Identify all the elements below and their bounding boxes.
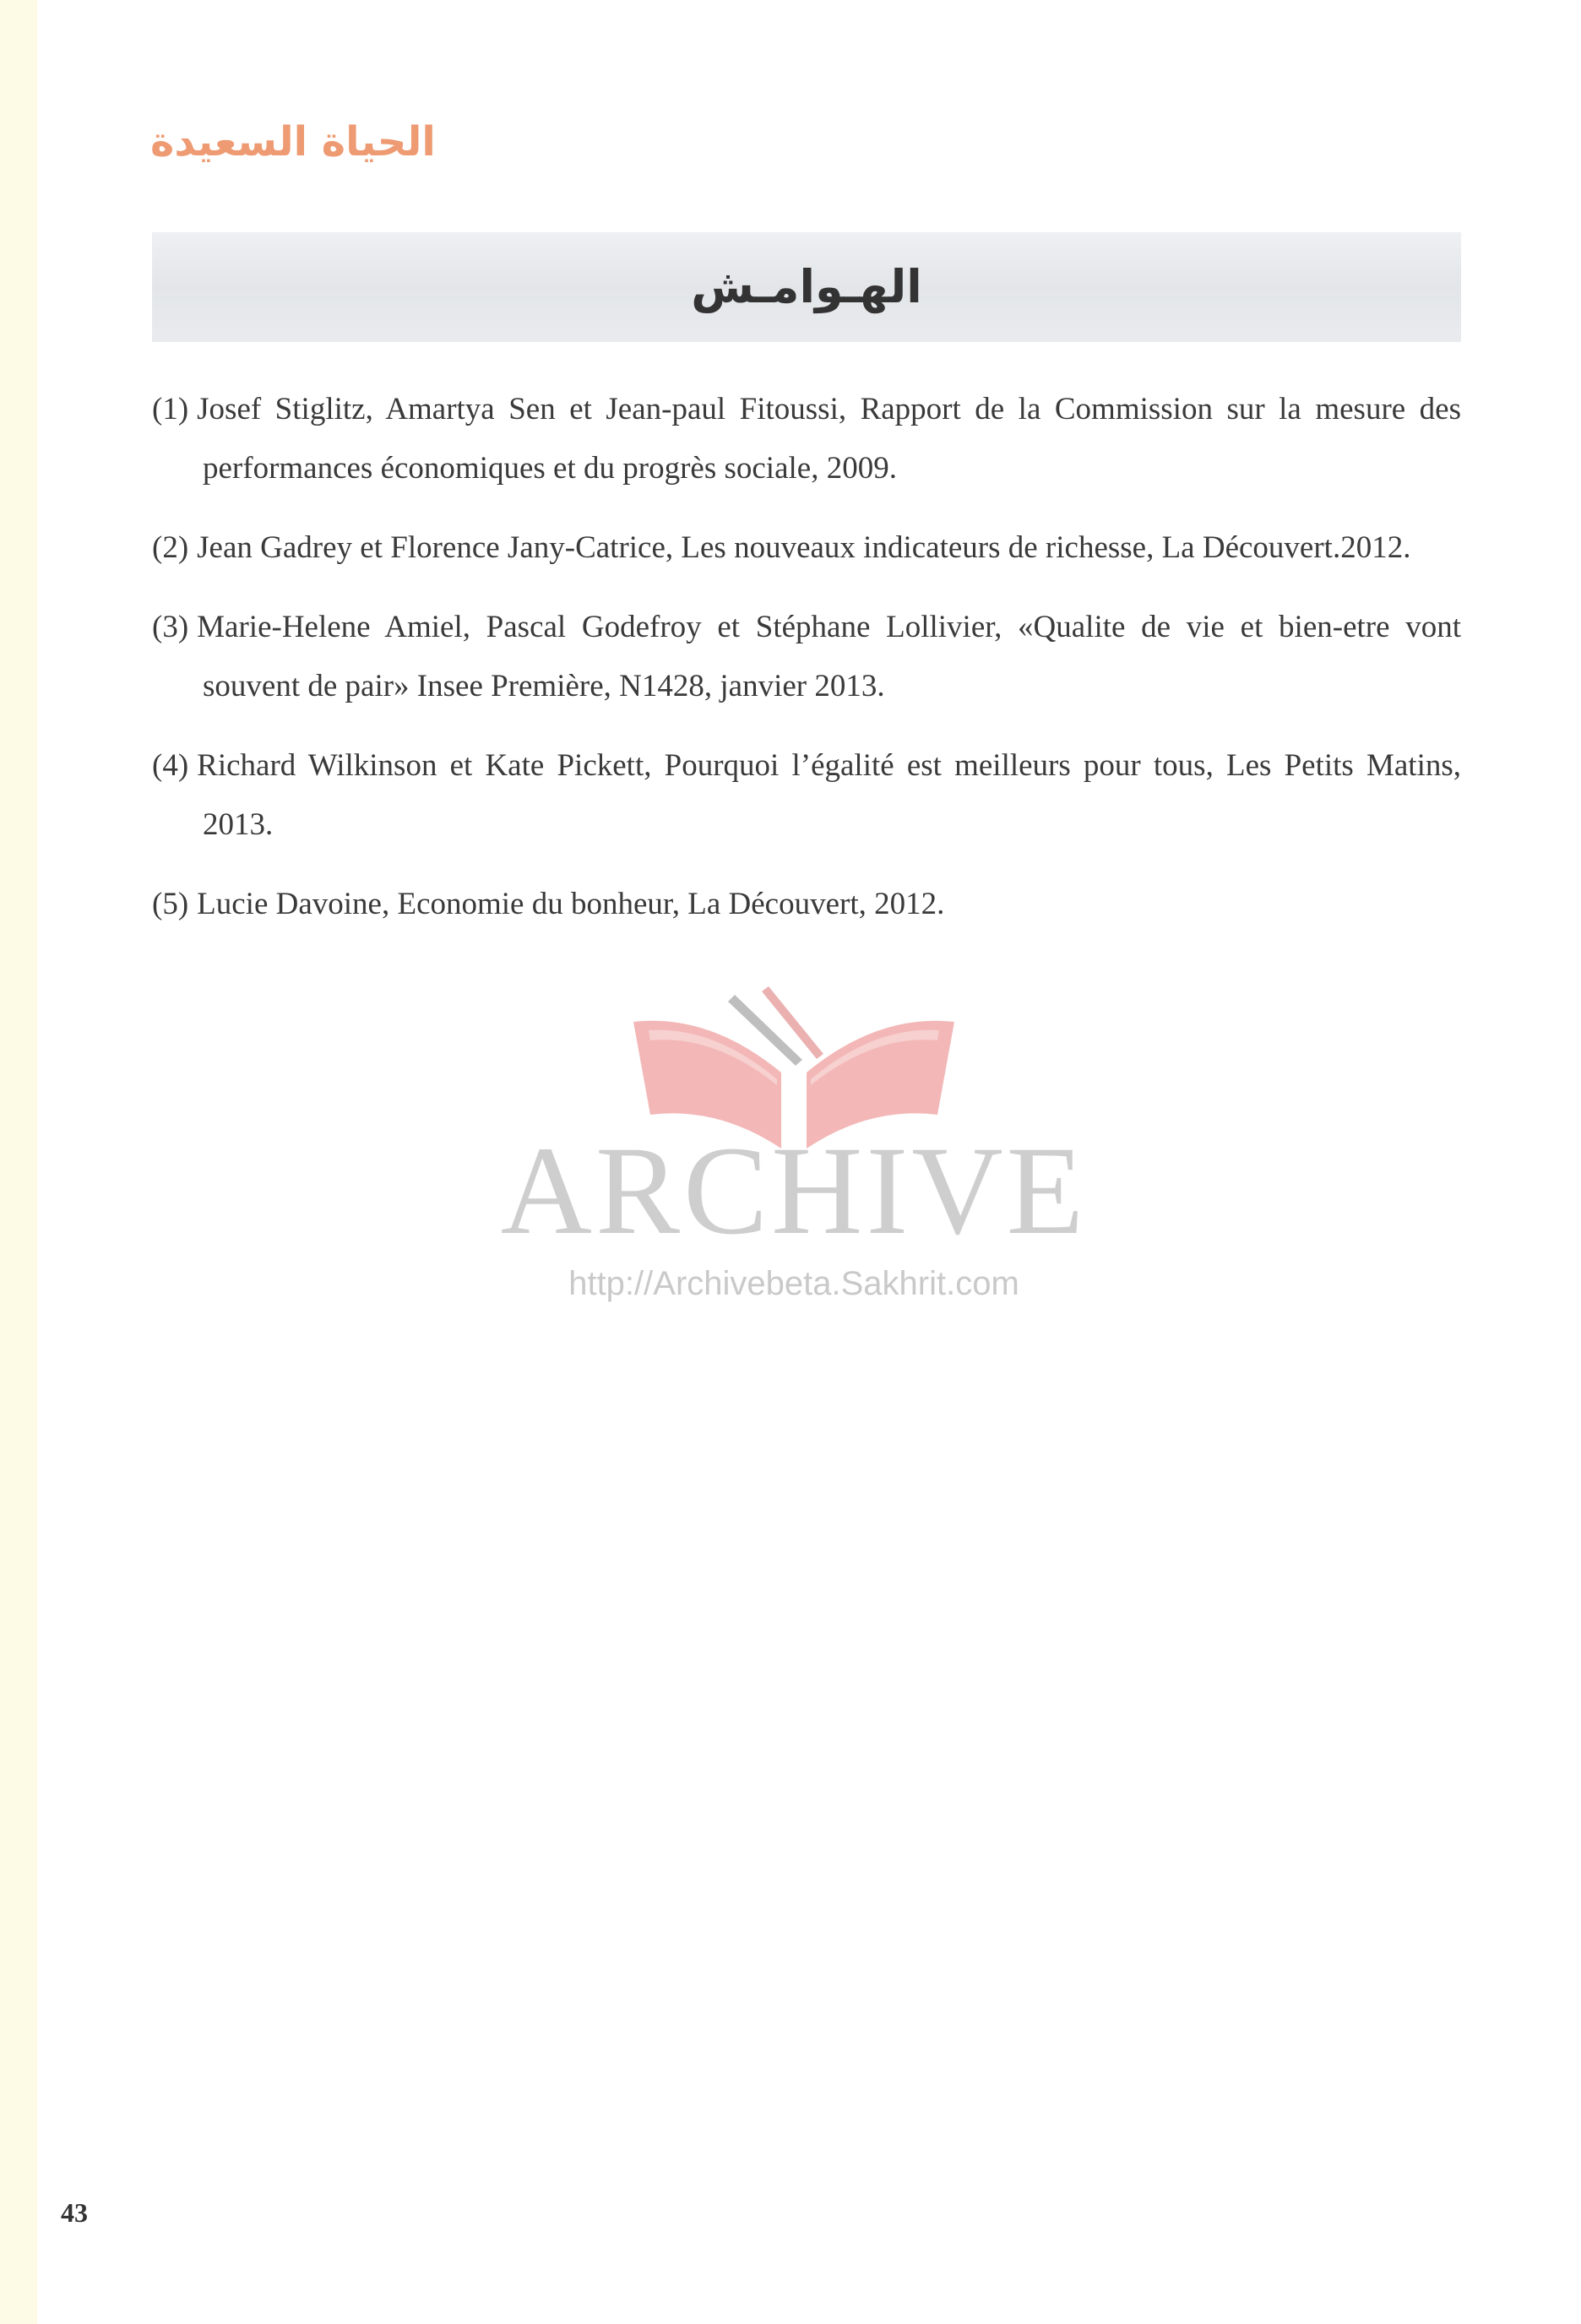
footnote-text: Jean Gadrey et Florence Jany-Catrice, Les nouveaux indicateurs de richesse, La Découvert.2012. bbox=[197, 530, 1411, 565]
footnote-item bbox=[152, 598, 1461, 716]
footnote-item bbox=[152, 875, 1461, 934]
footnote-number: (4) bbox=[152, 748, 189, 783]
archive-watermark bbox=[473, 980, 1115, 1334]
watermark-url: http://Archivebeta.Sakhrit.com bbox=[568, 1265, 1019, 1302]
running-title: الحياة السعيدة bbox=[150, 118, 436, 166]
page-edge bbox=[0, 0, 37, 2324]
footnote-number: (5) bbox=[152, 887, 189, 921]
section-title: الهـوامـش bbox=[691, 260, 922, 313]
footnote-item bbox=[152, 519, 1461, 578]
footnotes-list bbox=[152, 380, 1461, 954]
footnote-text: Josef Stiglitz, Amartya Sen et Jean-paul Fitoussi, Rapport de la Commission sur la mesure des performances économiques et du progrès sociale, 2009. bbox=[197, 392, 1461, 486]
footnote-item bbox=[152, 380, 1461, 498]
footnote-number: (3) bbox=[152, 610, 189, 644]
page-number: 43 bbox=[61, 2197, 88, 2228]
footnote-number: (2) bbox=[152, 530, 189, 565]
footnote-text: Marie-Helene Amiel, Pascal Godefroy et Stéphane Lollivier, «Qualite de vie et bien-etre vont souvent de pair» Insee Première, N1428, janvier 2013. bbox=[197, 610, 1461, 703]
watermark-wordmark: ARCHIVE bbox=[500, 1121, 1088, 1261]
footnote-number: (1) bbox=[152, 392, 189, 426]
footnote-text: Lucie Davoine, Economie du bonheur, La Découvert, 2012. bbox=[197, 887, 945, 921]
footnote-item bbox=[152, 736, 1461, 855]
section-banner bbox=[152, 232, 1461, 342]
footnote-text: Richard Wilkinson et Kate Pickett, Pourquoi l’égalité est meilleurs pour tous, Les Petits Matins, 2013. bbox=[197, 748, 1461, 842]
